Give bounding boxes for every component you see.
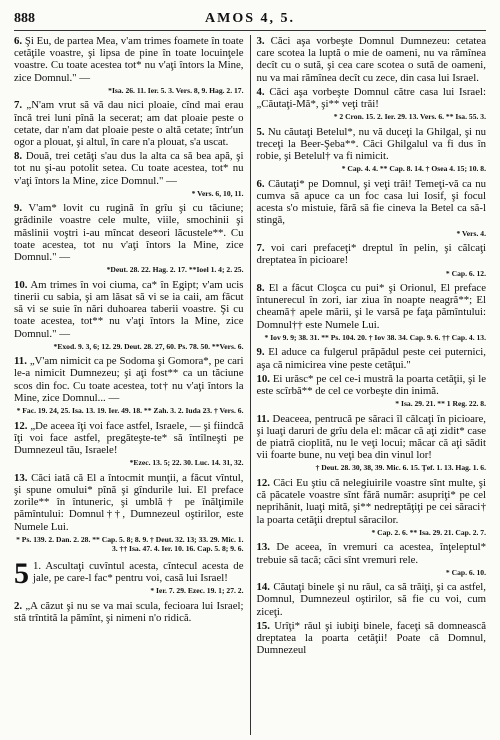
verse bbox=[14, 279, 244, 340]
verse-number: 3. bbox=[256, 35, 265, 47]
verse bbox=[257, 178, 487, 227]
cross-reference: * Cap. 2. 6. ** Isa. 29. 21. Cap. 2. 7. bbox=[371, 527, 486, 537]
verse-text: Căutaţi* pe Domnul, şi veţi trăi! Temeţi-vă ca nu cumva să apuce ca un foc casa lui Iosif, şi focul acesta s'o mistuie, fără să fie cineva la Betel ca să-l stingă, bbox=[256, 177, 486, 227]
running-head: AMOS 4, 5. bbox=[205, 11, 295, 26]
cross-reference: *Isa. 26. 11. Ier. 5. 3. Vers. 8, 9. Hag. 2. 17. bbox=[108, 85, 244, 95]
verse-text: „N'am vrut să vă dau nici ploaie, cînd mai erau încă trei luni pînă la secerat; am dat ploaie peste o cetate, dar n'am dat ploaie peste o altă cetate; într'un ogor a plouat, şi altul, în care n'a plouat, s'a uscat. bbox=[14, 99, 244, 148]
cross-reference: * Fac. 19. 24, 25. Isa. 13. 19. Ier. 49. 18. ** Zah. 3. 2. Iuda 23. † Vers. 6. bbox=[16, 406, 244, 416]
verse bbox=[14, 202, 244, 263]
verse-text: voi cari prefaceţi* dreptul în pelin, şi călcaţi dreptatea în picioare! bbox=[256, 242, 486, 267]
chapter-number: 5 bbox=[14, 556, 29, 590]
verse-number: 8. bbox=[256, 282, 265, 295]
cross-reference: † Deut. 28. 30, 38, 39. Mic. 6. 15. Ţef. 1. 13. Hag. 1. 6. bbox=[315, 463, 486, 473]
cross-reference: *Ezec. 13. 5; 22. 30. Luc. 14. 31, 32. bbox=[129, 458, 244, 468]
verse-text: V'am* lovit cu rugină în grîu şi cu tăciune; grădinile voastre cele multe, viile, smochinii şi măslinii voştri i-au mîncat deseori lăcustele**. Cu toate acestea, tot nu v'aţi întors la Mine, zice Domnul." — bbox=[14, 202, 244, 264]
verse-text: El a făcut Cloşca cu pui* şi Orionul, El preface întunerecul în zori, iar ziua în noapte neagră**; El cheamă† apele mării, şi le varsă pe faţa pămîntului: Domnul†† este Numele Lui. bbox=[256, 282, 486, 331]
verse-number: 15. bbox=[256, 619, 270, 632]
verse-text: Deaceea, pentrucă pe săraci îl călcaţi în picioare, şi luaţi daruri de grîu dela el: măcar că aţi zidit* case de piatră cioplită, nu le veţi locui; măcar că aţi sădit vii foarte bune, nu veţi bea din vinul lor! bbox=[256, 412, 486, 462]
verse-number: 5. bbox=[256, 125, 265, 138]
cross-reference: * Ier. 7. 29. Ezec. 19. 1; 27. 2. bbox=[150, 586, 244, 596]
verse-text: El aduce ca fulgerul prăpădul peste cei puternici, aşa că nimicirea vine peste cetăţui." bbox=[256, 346, 486, 371]
page-header bbox=[14, 10, 486, 31]
verse-text: Căutaţi binele şi nu răul, ca să trăiţi, şi ca astfel, Domnul, Dumnezeul oştirilor, să fie cu voi, cum ziceţi. bbox=[256, 581, 486, 618]
verse bbox=[14, 99, 244, 148]
verse-number: 12. bbox=[256, 476, 270, 489]
verse bbox=[257, 242, 487, 266]
chapter-start bbox=[14, 556, 244, 590]
verse bbox=[257, 282, 487, 331]
verse-text: Două, trei cetăţi s'au dus la alta ca să bea apă, şi tot nu şi-au potolit setea. Cu toate acestea, tot* nu v'aţi întors la Mine, zice Domnul." — bbox=[14, 150, 244, 187]
verse-text: Căci Eu ştiu că nelegiuirile voastre sînt multe, şi că păcatele voastre sînt fără număr: asupriţi* pe cel neprihănit, luaţi mită, şi** nedreptăţiţi pe cei săraci† la poarta cetăţii dreptul săracilor. bbox=[256, 476, 486, 526]
text-columns bbox=[14, 35, 486, 735]
cross-reference: * Cap. 6. 10. bbox=[445, 567, 486, 577]
verse bbox=[14, 420, 244, 457]
verse-number: 9. bbox=[14, 202, 23, 215]
verse-number: 8. bbox=[14, 150, 23, 163]
verse-text: Urîţi* răul şi iubiţi binele, faceţi să domnească dreptatea la poarta cetăţii! Poate că Domnul, Dumnezeul bbox=[256, 619, 486, 657]
verse-number: 13. bbox=[256, 541, 270, 554]
verse-number: 9. bbox=[256, 346, 265, 359]
verse bbox=[257, 126, 487, 163]
left-column bbox=[14, 35, 250, 735]
cross-reference: * Cap. 4. 4. ** Cap. 8. 14. † Osea 4. 15; 10. 8. bbox=[341, 164, 486, 174]
verse-number: 1. bbox=[33, 559, 42, 572]
verse-number: 14. bbox=[256, 581, 270, 594]
cross-reference: * Vers. 6, 10, 11. bbox=[191, 188, 244, 198]
verse-text: Căci iată că El a întocmit munţii, a făcut vîntul, şi spune omului* pînă şi gîndurile lui. El preface zorile** în întuneric, şi umblă† pe înălţimile pămîntului: Domnul††, Dumnezeul oştirilor, este Numele Lui. bbox=[14, 471, 244, 533]
verse-text: Ascultaţi cuvîntul acesta, cîntecul acesta de jale, pe care-l fac* pentru voi, casă lui Israel! bbox=[33, 559, 244, 584]
verse bbox=[257, 477, 487, 526]
cross-reference: * 2 Cron. 15. 2. Ier. 29. 13. Vers. 6. ** Isa. 55. 3. bbox=[333, 112, 486, 122]
verse bbox=[257, 541, 487, 565]
verse-number: 4. bbox=[256, 85, 265, 98]
verse bbox=[14, 355, 244, 404]
verse bbox=[14, 35, 244, 84]
verse-text: De aceea, în vremuri ca acestea, înţeleptul* trebuie să tacă; căci sînt vremuri rele. bbox=[256, 541, 486, 566]
cross-reference: * Isa. 29. 21. ** 1 Reg. 22. 8. bbox=[395, 399, 486, 409]
verse-text: „A căzut şi nu se va mai scula, fecioara lui Israel; stă trîntită la pămînt, şi nimeni n'o ridică. bbox=[14, 599, 244, 624]
verse-text: Am trimes în voi ciuma, ca* în Egipt; v'am ucis tinerii cu sabia, şi am lăsat să vi se ia caii, am făcut să vi se suie în nări duhoarea taberii voastre. Şi cu toate acestea, tot** nu v'aţi întors la Mine, zice Domnul." — bbox=[14, 278, 244, 340]
cross-reference: *Exod. 9. 3, 6; 12. 29. Deut. 28. 27, 60. Ps. 78. 50. **Vers. 6. bbox=[53, 341, 244, 351]
verse-number: 10. bbox=[256, 372, 270, 385]
verse bbox=[14, 472, 244, 533]
verse-number: 7. bbox=[14, 99, 23, 112]
verse-number: 6. bbox=[256, 177, 265, 190]
verse-number: 11. bbox=[14, 355, 27, 368]
cross-reference: * Vers. 4. bbox=[456, 228, 486, 238]
verse bbox=[257, 581, 487, 618]
verse bbox=[257, 86, 487, 110]
cross-reference: * Cap. 6. 12. bbox=[445, 268, 486, 278]
right-column bbox=[251, 35, 487, 735]
verse bbox=[257, 346, 487, 370]
cross-reference: * Ps. 139. 2. Dan. 2. 28. ** Cap. 5. 8; 8. 9. † Deut. 32. 13; 33. 29. Mic. 1. 3. †† Isa. 47. 4. Ier. 10. 16. Cap. 5. 8; 9. 6. bbox=[16, 534, 244, 554]
verse bbox=[257, 413, 487, 462]
verse-number: 11. bbox=[256, 412, 270, 425]
verse bbox=[257, 373, 487, 397]
verse-number: 13. bbox=[14, 471, 28, 484]
verse-text: Nu căutaţi Betelul*, nu vă duceţi la Ghilgal, şi nu treceţi la Beer-Şeba**. Căci Ghilgalul va fi dus în robie, şi Betelul† va fi nimicit. bbox=[256, 125, 486, 163]
verse bbox=[257, 35, 487, 84]
verse-number: 6. bbox=[14, 35, 23, 47]
verse-text: Ei urăsc* pe cel ce-i mustră la poarta cetăţii, şi le este scîrbă** de cel ce vorbeşte din inimă. bbox=[256, 372, 486, 397]
verse bbox=[14, 600, 244, 624]
verse-number: 12. bbox=[14, 419, 28, 432]
verse-text: „De aceea îţi voi face astfel, Israele, — şi fiindcă îţi voi face astfel, pregăteşte-te* să întîlneşti pe Dumnezeul tău, Israele! bbox=[14, 419, 244, 456]
verse-number: 7. bbox=[256, 242, 265, 255]
verse-text: Căci aşa vorbeşte Domnul către casa lui Israel: „Căutaţi-Mă*, şi** veţi trăi! bbox=[256, 85, 486, 111]
verse-number: 10. bbox=[14, 278, 28, 291]
cross-reference: * Iov 9. 9; 38. 31. ** Ps. 104. 20. † Iov 38. 34. Cap. 9. 6. †† Cap. 4. 13. bbox=[264, 332, 486, 342]
verse-text: Şi Eu, de partea Mea, v'am trimes foamete în toate cetăţile voastre, şi lipsa de pine în toate locuinţele voastre. Cu toate acestea tot* nu v'aţi întors la Mine, zice Domnul." — bbox=[14, 35, 244, 84]
verse-text: „V'am nimicit ca pe Sodoma şi Gomora*, pe cari le-a nimicit Dumnezeu; şi aţi fost** ca un tăciune scos din foc. Cu toate acestea, tot† nu v'aţi întors la Mine, zice Domnul... — bbox=[14, 355, 244, 404]
cross-reference: *Deut. 28. 22. Hag. 2. 17. **Ioel 1. 4; 2. 25. bbox=[106, 265, 244, 275]
page-number: 888 bbox=[14, 11, 35, 26]
verse bbox=[14, 150, 244, 187]
verse bbox=[257, 620, 487, 657]
verse-number: 2. bbox=[14, 599, 23, 612]
verse-text: Căci aşa vorbeşte Domnul Dumnezeu: cetatea care scotea la luptă o mie de oameni, nu va rămînea decît cu o sută, şi cea care scotea o sută de oameni, nu va mai rămînea decît cu zece, din casa lui Israel. bbox=[256, 35, 486, 84]
